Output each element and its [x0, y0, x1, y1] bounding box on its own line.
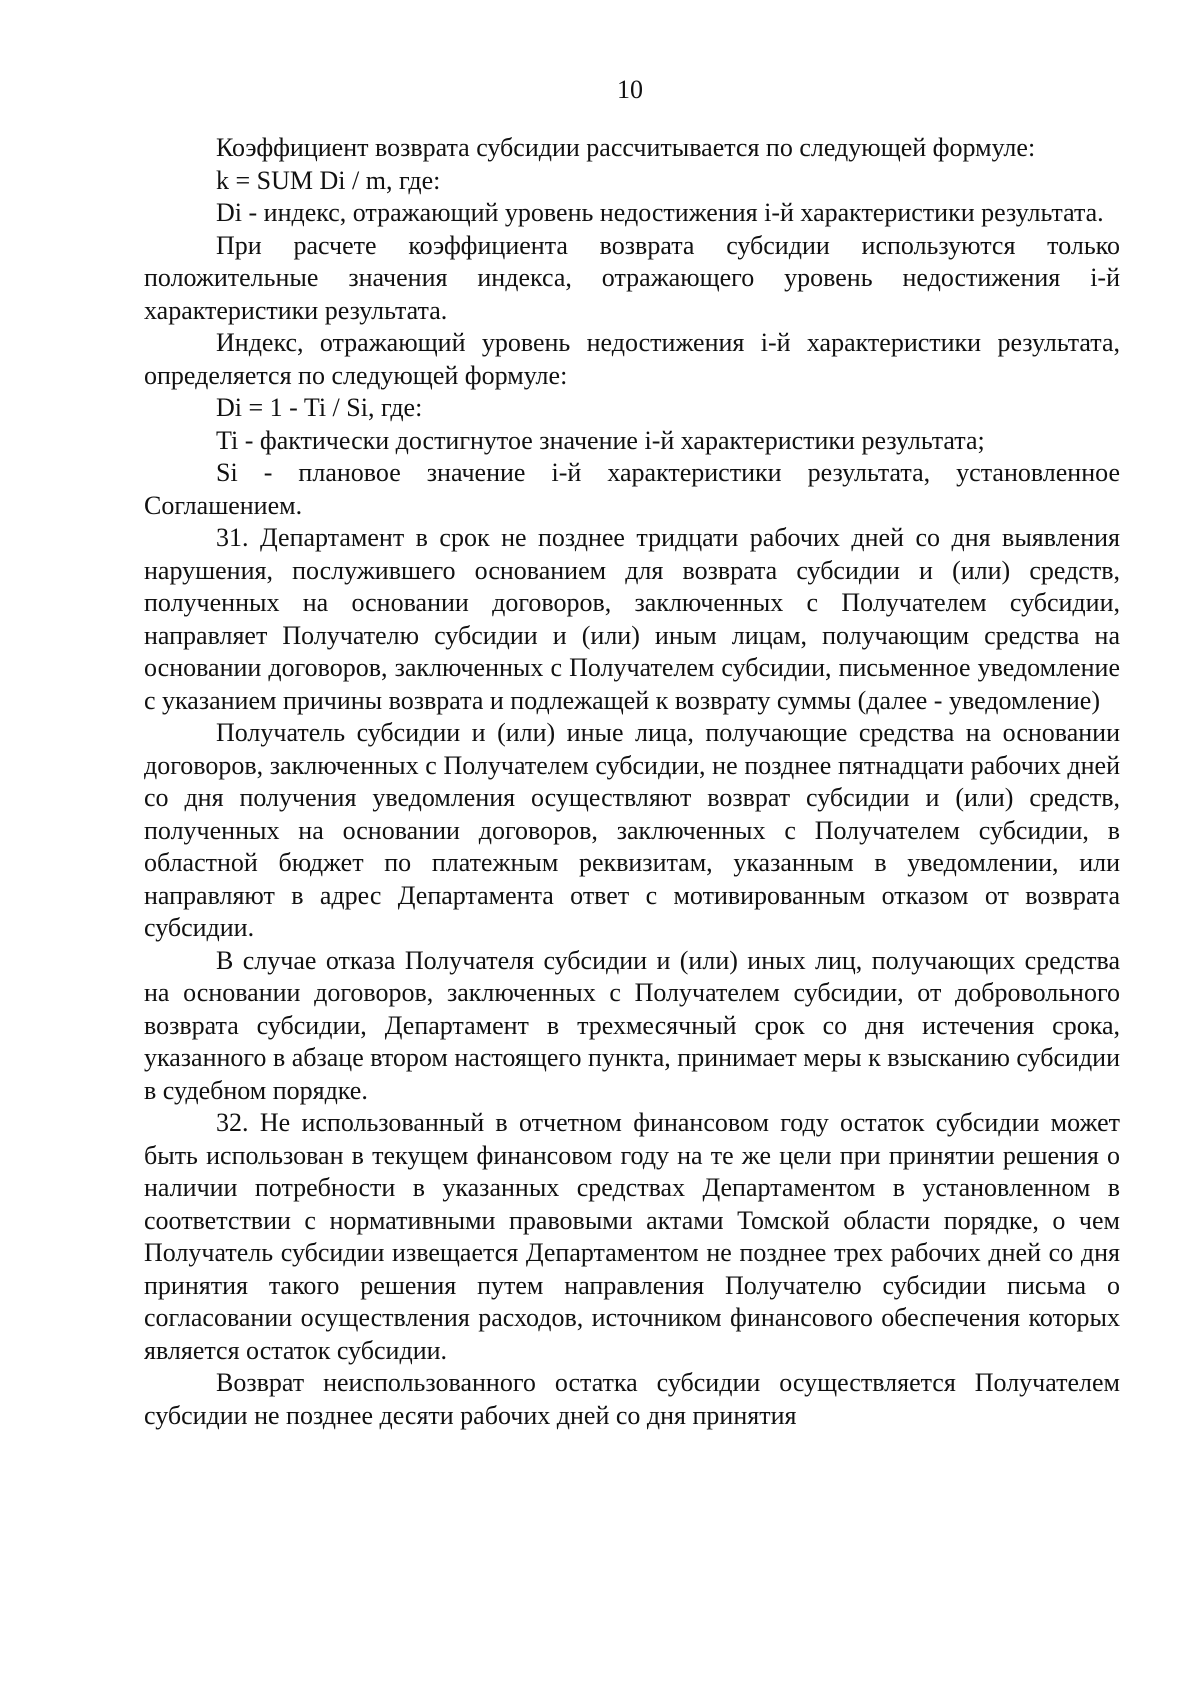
paragraph-ti-definition: Ti - фактически достигнутое значение i-й характеристики результата; — [216, 425, 985, 455]
paragraph-formula-intro: Коэффициент возврата субсидии рассчитывается по следующей формуле: — [216, 133, 1036, 162]
paragraph-recipient-return: Получатель субсидии и (или) иные лица, получающие средства на основании договоров, заключенных с Получателем субсидии, не позднее пятнадцати рабочих дней со дня получения уведомления осуществляют возврат субсидии и (или) средств, полученных на основании договоров, заключенных с Получателем субсидии, в областной бюджет по платежным реквизитам, указанным в уведомлении, или направляют в адрес Департамента ответ с мотивированным отказом от возврата субсидии. — [144, 718, 1120, 942]
paragraph-unused-return: Возврат неиспользованного остатка субсидии осуществляется Получателем субсидии не позднее десяти рабочих дней со дня принятия — [144, 1368, 1120, 1430]
paragraph-refusal: В случае отказа Получателя субсидии и (или) иных лиц, получающих средства на основании договоров, заключенных с Получателем субсидии, от добровольного возврата субсидии, Департамент в трехмесячный срок со дня истечения срока, указанного в абзаце втором настоящего пункта, принимает меры к взысканию субсидии в судебном порядке. — [144, 945, 1120, 1105]
paragraph-index-formula-intro: Индекс, отражающий уровень недостижения i-й характеристики результата, определяется по следующей формуле: — [144, 328, 1120, 390]
document-body — [144, 132, 1120, 1432]
paragraph-clause-31: 31. Департамент в срок не позднее тридцати рабочих дней со дня выявления нарушения, послужившего основанием для возврата субсидии и (или) средств, полученных на основании договоров, заключенных с Получателем субсидии, направляет Получателю субсидии и (или) иным лицам, получающим средства на основании договоров, заключенных с Получателем субсидии, письменное уведомление с указанием причины возврата и подлежащей к возврату суммы (далее - уведомление) — [144, 523, 1120, 715]
page-number: 10 — [617, 75, 643, 104]
paragraph-si-definition: Si - плановое значение i-й характеристики результата, установленное Соглашением. — [144, 458, 1120, 520]
paragraph-positive-values: При расчете коэффициента возврата субсидии используются только положительные значения индекса, отражающего уровень недостижения i-й характеристики результата. — [144, 230, 1120, 325]
paragraph-clause-32: 32. Не использованный в отчетном финансовом году остаток субсидии может быть использован в текущем финансовом году на те же цели при принятии решения о наличии потребности в указанных средствах Департаментом в установленном в соответствии с нормативными правовыми актами Томской области порядке, о чем Получатель субсидии извещается Департаментом не позднее трех рабочих дней со дня принятия такого решения путем направления Получателю субсидии письма о согласовании осуществления расходов, источником финансового обеспечения которых является остаток субсидии. — [144, 1108, 1120, 1365]
paragraph-formula-di: Di = 1 - Ti / Si, где: — [216, 393, 423, 422]
paragraph-di-definition: Di - индекс, отражающий уровень недостижения i-й характеристики результата. — [216, 198, 1104, 227]
paragraph-formula-k: k = SUM Di / m, где: — [216, 165, 441, 195]
